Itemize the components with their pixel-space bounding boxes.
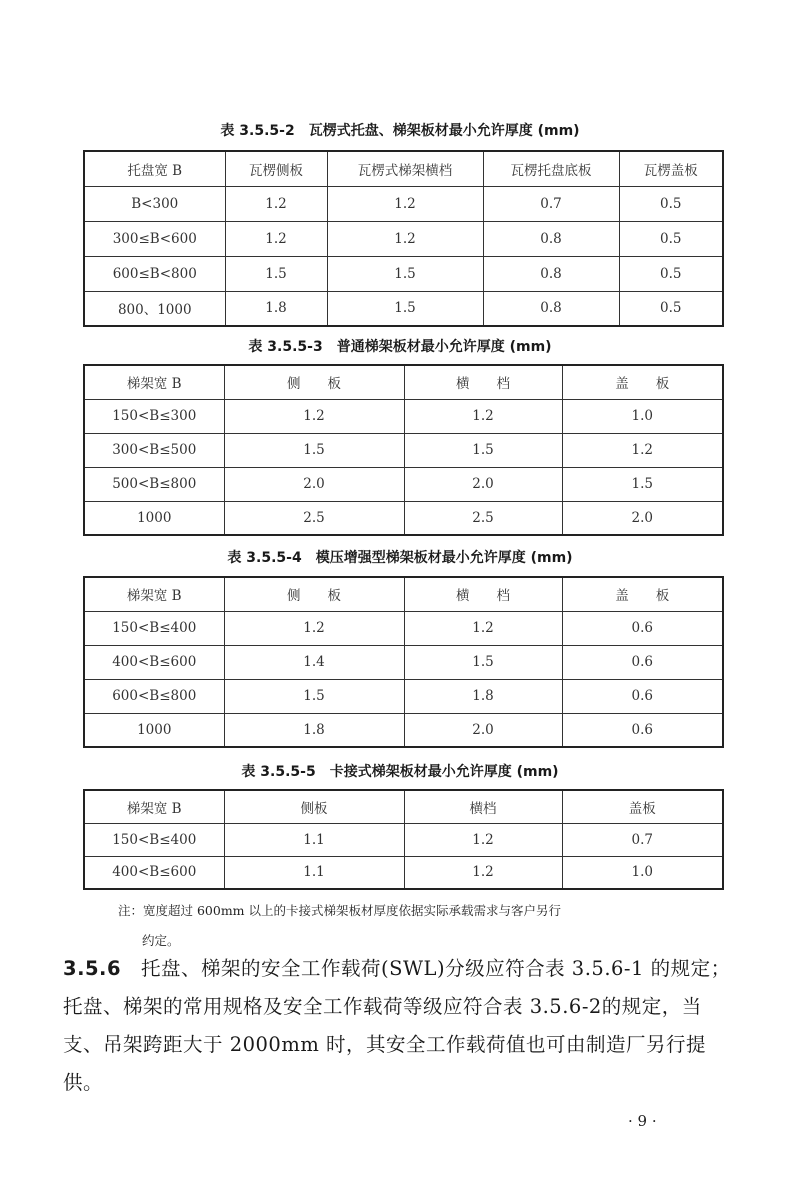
table-cell: 0.8 (483, 256, 619, 291)
table-cell: 1000 (84, 501, 224, 535)
table-cell: 1.2 (562, 433, 723, 467)
table-cell: 1.8 (224, 713, 404, 747)
table-cell: 0.8 (483, 291, 619, 326)
table-cell: 0.5 (619, 186, 723, 221)
table-cell: 1.1 (224, 823, 404, 856)
table-cell: 1.8 (404, 679, 562, 713)
table-cell: 0.5 (619, 221, 723, 256)
table-header-cell: 盖 板 (562, 365, 723, 399)
table-caption-3: 表 3.5.5-4 模压增强型梯架板材最小允许厚度 (mm) (227, 550, 573, 566)
section-number: 3.5.6 (63, 957, 122, 980)
table-cell: 150<B≤400 (84, 611, 224, 645)
page-number: · 9 · (628, 1112, 657, 1130)
section-paragraph (63, 950, 741, 1102)
table-header-cell: 梯架宽 B (84, 577, 224, 611)
table-cell: 1.5 (404, 645, 562, 679)
table-cell: 300<B≤500 (84, 433, 224, 467)
table-cell: 2.0 (404, 713, 562, 747)
table-cell: 1.2 (225, 221, 327, 256)
table-cell: 1.2 (327, 221, 483, 256)
table-header-row (84, 790, 723, 823)
table-header-cell: 梯架宽 B (84, 365, 224, 399)
table-cell: B<300 (84, 186, 225, 221)
table-cell: 1.2 (224, 611, 404, 645)
table-cell: 1.2 (404, 611, 562, 645)
table-row (84, 433, 723, 467)
table-caption-4: 表 3.5.5-5 卡接式梯架板材最小允许厚度 (mm) (241, 764, 559, 780)
table-cell: 2.5 (404, 501, 562, 535)
table-cell: 1.5 (327, 256, 483, 291)
table-cell: 600<B≤800 (84, 679, 224, 713)
table-cell: 800、1000 (84, 291, 225, 326)
table-cell: 0.8 (483, 221, 619, 256)
table-cell: 0.6 (562, 713, 723, 747)
table-header-row (84, 151, 723, 186)
table-cell: 1.4 (224, 645, 404, 679)
table-cell: 2.0 (562, 501, 723, 535)
section-text: 托盘、梯架的安全工作载荷(SWL)分级应符合表 3.5.6-1 的规定；托盘、梯架的常用规格及安全工作载荷等级应符合表 3.5.6-2的规定，当支、吊架跨距大于 2000mm 时，其安全工作载荷值也可由制造厂另行提供。 (63, 957, 731, 1094)
table-header-cell: 梯架宽 B (84, 790, 224, 823)
table-header-cell: 横档 (404, 790, 562, 823)
table-header-row (84, 365, 723, 399)
table-cell: 0.5 (619, 256, 723, 291)
table-cell: 150<B≤300 (84, 399, 224, 433)
table-cell: 1.1 (224, 856, 404, 889)
table-cell: 0.6 (562, 611, 723, 645)
table-cell: 1.2 (404, 399, 562, 433)
table-cell: 1.2 (327, 186, 483, 221)
table-row (84, 713, 723, 747)
table-header-cell: 瓦楞托盘底板 (483, 151, 619, 186)
table-cell: 1.5 (225, 256, 327, 291)
table-cell: 1.0 (562, 856, 723, 889)
table-cell: 1.5 (562, 467, 723, 501)
table-cell: 2.0 (224, 467, 404, 501)
table-cell: 0.6 (562, 645, 723, 679)
table-header-cell: 横 档 (404, 577, 562, 611)
table-cell: 1.2 (225, 186, 327, 221)
table-header-cell: 瓦楞盖板 (619, 151, 723, 186)
table-header-cell: 瓦楞侧板 (225, 151, 327, 186)
table-note (118, 896, 718, 956)
table-row (84, 856, 723, 889)
table-row (84, 679, 723, 713)
table-row (84, 501, 723, 535)
table-3 (83, 576, 724, 748)
table-header-row (84, 577, 723, 611)
table-cell: 1000 (84, 713, 224, 747)
table-cell: 1.5 (224, 679, 404, 713)
table-cell: 500<B≤800 (84, 467, 224, 501)
table-1 (83, 150, 724, 327)
table-header-cell: 横 档 (404, 365, 562, 399)
table-cell: 1.5 (224, 433, 404, 467)
table-cell: 0.7 (483, 186, 619, 221)
table-cell: 1.0 (562, 399, 723, 433)
table-cell: 1.2 (404, 856, 562, 889)
table-header-cell: 瓦楞式梯架横档 (327, 151, 483, 186)
table-cell: 400<B≤600 (84, 645, 224, 679)
table-header-cell: 侧板 (224, 790, 404, 823)
table-cell: 300≤B<600 (84, 221, 225, 256)
table-header-cell: 侧 板 (224, 577, 404, 611)
table-row (84, 611, 723, 645)
table-2 (83, 364, 724, 536)
table-row (84, 823, 723, 856)
table-cell: 1.2 (224, 399, 404, 433)
table-cell: 0.5 (619, 291, 723, 326)
table-cell: 1.8 (225, 291, 327, 326)
table-cell: 1.2 (404, 823, 562, 856)
table-4 (83, 789, 724, 890)
note-line-1: 注：宽度超过 600mm 以上的卡接式梯架板材厚度依据实际承载需求与客户另行 (118, 903, 562, 918)
table-row (84, 645, 723, 679)
table-cell: 400<B≤600 (84, 856, 224, 889)
table-header-cell: 托盘宽 B (84, 151, 225, 186)
table-cell: 1.5 (404, 433, 562, 467)
table-cell: 150<B≤400 (84, 823, 224, 856)
table-row (84, 399, 723, 433)
table-row (84, 291, 723, 326)
table-header-cell: 盖板 (562, 790, 723, 823)
table-caption-1: 表 3.5.5-2 瓦楞式托盘、梯架板材最小允许厚度 (mm) (220, 123, 580, 139)
table-row (84, 256, 723, 291)
table-row (84, 186, 723, 221)
table-caption-2: 表 3.5.5-3 普通梯架板材最小允许厚度 (mm) (248, 339, 552, 355)
table-cell: 0.6 (562, 679, 723, 713)
table-cell: 2.0 (404, 467, 562, 501)
table-cell: 2.5 (224, 501, 404, 535)
note-line-2: 约定。 (142, 933, 180, 948)
table-cell: 0.7 (562, 823, 723, 856)
table-cell: 1.5 (327, 291, 483, 326)
table-cell: 600≤B<800 (84, 256, 225, 291)
table-header-cell: 盖 板 (562, 577, 723, 611)
table-row (84, 467, 723, 501)
table-row (84, 221, 723, 256)
table-header-cell: 侧 板 (224, 365, 404, 399)
